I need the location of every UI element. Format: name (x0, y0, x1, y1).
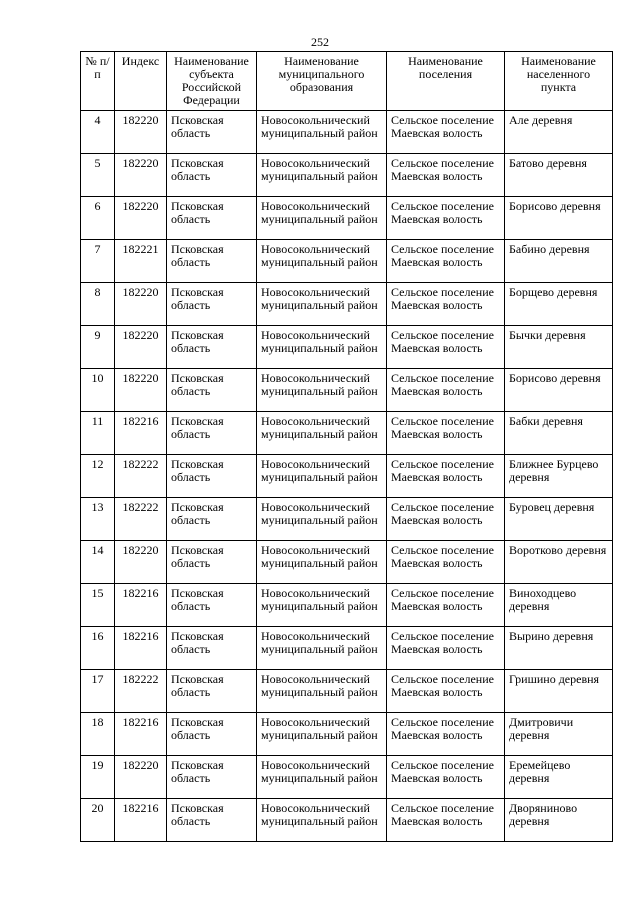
cell-index: 182216 (115, 713, 167, 756)
cell-settlement: Сельское поселение Маевская волость (387, 627, 505, 670)
cell-subject: Псковская область (167, 240, 257, 283)
table-row (81, 627, 613, 670)
cell-index: 182222 (115, 670, 167, 713)
cell-number: 6 (81, 197, 115, 240)
cell-municipality: Новосокольнический муниципальный район (257, 154, 387, 197)
cell-municipality: Новосокольнический муниципальный район (257, 670, 387, 713)
cell-subject: Псковская область (167, 627, 257, 670)
cell-municipality: Новосокольнический муниципальный район (257, 197, 387, 240)
cell-subject: Псковская область (167, 541, 257, 584)
cell-index: 182220 (115, 154, 167, 197)
cell-locality: Бабино деревня (505, 240, 613, 283)
cell-municipality: Новосокольнический муниципальный район (257, 326, 387, 369)
cell-settlement: Сельское поселение Маевская волость (387, 541, 505, 584)
table-row (81, 541, 613, 584)
cell-subject: Псковская область (167, 326, 257, 369)
cell-subject: Псковская область (167, 584, 257, 627)
header-number: № п/п (81, 52, 115, 111)
table-row (81, 756, 613, 799)
cell-locality: Гришино деревня (505, 670, 613, 713)
cell-subject: Псковская область (167, 455, 257, 498)
cell-subject: Псковская область (167, 154, 257, 197)
cell-settlement: Сельское поселение Маевская волость (387, 455, 505, 498)
cell-settlement: Сельское поселение Маевская волость (387, 283, 505, 326)
settlements-table (80, 51, 613, 842)
cell-municipality: Новосокольнический муниципальный район (257, 240, 387, 283)
cell-municipality: Новосокольнический муниципальный район (257, 541, 387, 584)
cell-locality: Бычки деревня (505, 326, 613, 369)
table-row (81, 670, 613, 713)
cell-number: 11 (81, 412, 115, 455)
table-row (81, 240, 613, 283)
cell-locality: Але деревня (505, 111, 613, 154)
cell-municipality: Новосокольнический муниципальный район (257, 498, 387, 541)
cell-number: 5 (81, 154, 115, 197)
cell-locality: Вырино деревня (505, 627, 613, 670)
table-row (81, 154, 613, 197)
cell-settlement: Сельское поселение Маевская волость (387, 799, 505, 842)
cell-settlement: Сельское поселение Маевская волость (387, 197, 505, 240)
cell-municipality: Новосокольнический муниципальный район (257, 799, 387, 842)
cell-index: 182216 (115, 799, 167, 842)
cell-subject: Псковская область (167, 713, 257, 756)
table-row (81, 283, 613, 326)
cell-number: 18 (81, 713, 115, 756)
table-row (81, 326, 613, 369)
cell-settlement: Сельское поселение Маевская волость (387, 240, 505, 283)
cell-index: 182220 (115, 326, 167, 369)
header-index: Индекс (115, 52, 167, 111)
cell-municipality: Новосокольнический муниципальный район (257, 283, 387, 326)
table-row (81, 412, 613, 455)
cell-municipality: Новосокольнический муниципальный район (257, 627, 387, 670)
cell-number: 12 (81, 455, 115, 498)
table-row (81, 197, 613, 240)
cell-settlement: Сельское поселение Маевская волость (387, 713, 505, 756)
cell-municipality: Новосокольнический муниципальный район (257, 713, 387, 756)
table-row (81, 584, 613, 627)
cell-index: 182222 (115, 498, 167, 541)
cell-locality: Дворяниново деревня (505, 799, 613, 842)
cell-index: 182216 (115, 412, 167, 455)
cell-number: 13 (81, 498, 115, 541)
cell-number: 15 (81, 584, 115, 627)
cell-locality: Дмитровичи деревня (505, 713, 613, 756)
cell-locality: Борисово деревня (505, 197, 613, 240)
cell-index: 182216 (115, 584, 167, 627)
cell-locality: Борисово деревня (505, 369, 613, 412)
cell-index: 182220 (115, 756, 167, 799)
cell-settlement: Сельское поселение Маевская волость (387, 412, 505, 455)
cell-subject: Псковская область (167, 111, 257, 154)
cell-locality: Виноходцево деревня (505, 584, 613, 627)
header-locality: Наименование населенного пункта (505, 52, 613, 111)
cell-subject: Псковская область (167, 756, 257, 799)
cell-number: 8 (81, 283, 115, 326)
page-number: 252 (311, 35, 329, 49)
table-body (81, 111, 613, 842)
cell-settlement: Сельское поселение Маевская волость (387, 111, 505, 154)
cell-settlement: Сельское поселение Маевская волость (387, 369, 505, 412)
cell-subject: Псковская область (167, 799, 257, 842)
table-header-row (81, 52, 613, 111)
cell-number: 7 (81, 240, 115, 283)
cell-index: 182220 (115, 197, 167, 240)
cell-index: 182220 (115, 369, 167, 412)
cell-subject: Псковская область (167, 283, 257, 326)
table-row (81, 498, 613, 541)
cell-locality: Воротково деревня (505, 541, 613, 584)
cell-settlement: Сельское поселение Маевская волость (387, 154, 505, 197)
cell-municipality: Новосокольнический муниципальный район (257, 111, 387, 154)
cell-number: 10 (81, 369, 115, 412)
cell-index: 182220 (115, 541, 167, 584)
cell-number: 16 (81, 627, 115, 670)
table-row (81, 799, 613, 842)
table-row (81, 713, 613, 756)
cell-number: 9 (81, 326, 115, 369)
cell-index: 182220 (115, 111, 167, 154)
cell-locality: Еремейцево деревня (505, 756, 613, 799)
cell-number: 19 (81, 756, 115, 799)
table-row (81, 369, 613, 412)
header-settlement: Наименование поселения (387, 52, 505, 111)
cell-settlement: Сельское поселение Маевская волость (387, 584, 505, 627)
cell-locality: Бабки деревня (505, 412, 613, 455)
cell-number: 4 (81, 111, 115, 154)
table-row (81, 111, 613, 154)
cell-index: 182220 (115, 283, 167, 326)
cell-subject: Псковская область (167, 498, 257, 541)
cell-number: 20 (81, 799, 115, 842)
cell-municipality: Новосокольнический муниципальный район (257, 369, 387, 412)
cell-subject: Псковская область (167, 670, 257, 713)
header-municipality: Наименование муниципального образования (257, 52, 387, 111)
cell-index: 182222 (115, 455, 167, 498)
cell-settlement: Сельское поселение Маевская волость (387, 498, 505, 541)
header-subject: Наименование субъекта Российской Федерации (167, 52, 257, 111)
cell-municipality: Новосокольнический муниципальный район (257, 412, 387, 455)
cell-number: 17 (81, 670, 115, 713)
cell-settlement: Сельское поселение Маевская волость (387, 670, 505, 713)
cell-locality: Ближнее Бурцево деревня (505, 455, 613, 498)
cell-municipality: Новосокольнический муниципальный район (257, 455, 387, 498)
cell-index: 182221 (115, 240, 167, 283)
cell-index: 182216 (115, 627, 167, 670)
table-row (81, 455, 613, 498)
cell-locality: Буровец деревня (505, 498, 613, 541)
cell-municipality: Новосокольнический муниципальный район (257, 756, 387, 799)
cell-subject: Псковская область (167, 412, 257, 455)
cell-locality: Борщево деревня (505, 283, 613, 326)
cell-settlement: Сельское поселение Маевская волость (387, 756, 505, 799)
cell-subject: Псковская область (167, 197, 257, 240)
cell-number: 14 (81, 541, 115, 584)
cell-subject: Псковская область (167, 369, 257, 412)
cell-settlement: Сельское поселение Маевская волость (387, 326, 505, 369)
cell-locality: Батово деревня (505, 154, 613, 197)
cell-municipality: Новосокольнический муниципальный район (257, 584, 387, 627)
